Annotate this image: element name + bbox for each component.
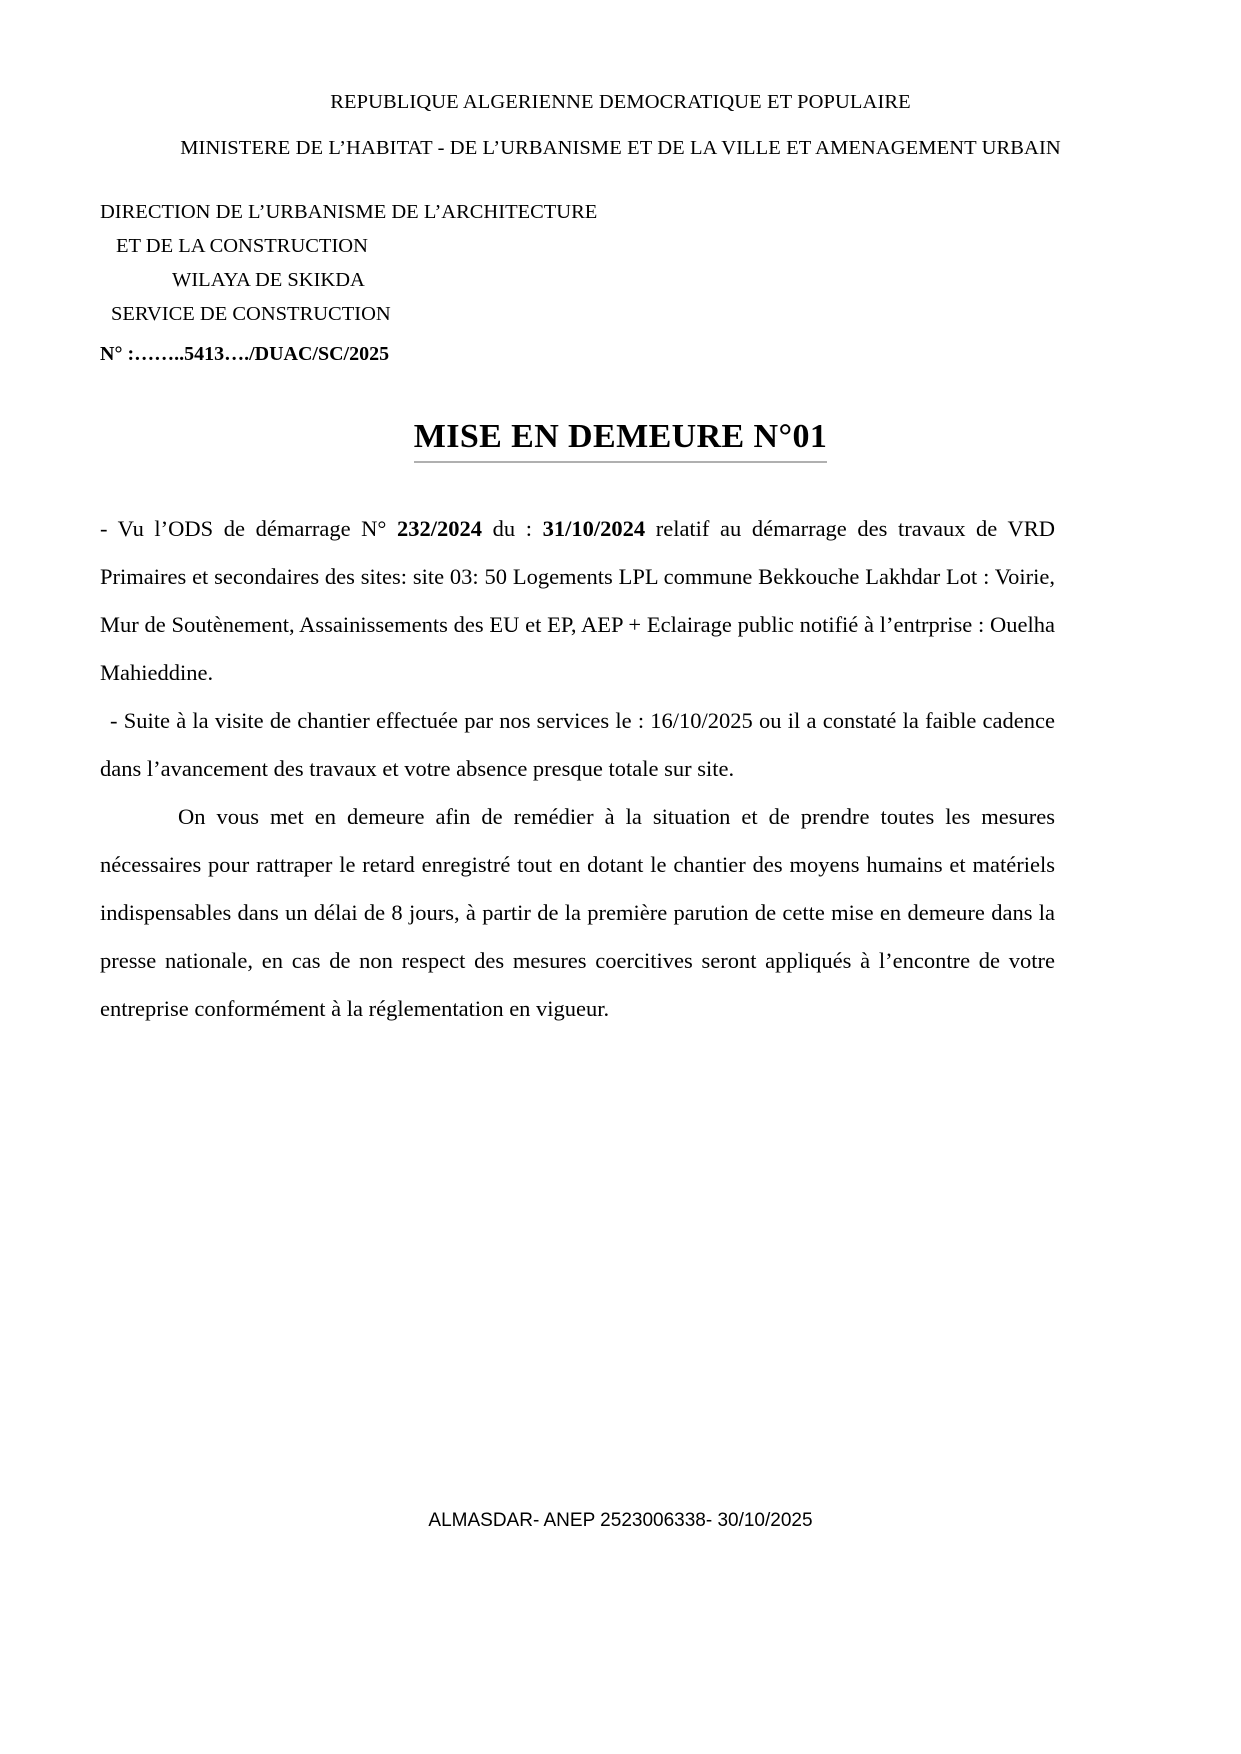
office-line-service: SERVICE DE CONSTRUCTION (111, 303, 391, 325)
ods-date: 31/10/2024 (542, 516, 646, 541)
paragraph-formal-notice: On vous met en demeure afin de remédier à la situation et de prendre toutes les mesures nécessaires pour rattraper le retard enregistré tout en dotant le chantier des moyens humains et matériels indispensables dans un délai de 8 jours, à partir de la première parution de cette mise en demeure dans la presse nationale, en cas de non respect des mesures coercitives seront appliqués à l’encontre de votre entreprise conformément à la réglementation en vigueur. (100, 804, 1055, 1021)
footer (0, 1510, 1241, 1532)
issuing-office-block (100, 195, 597, 371)
page-title (0, 418, 1241, 463)
footer-text: ALMASDAR- ANEP 2523006338- 30/10/2025 (428, 1510, 813, 1531)
office-line-construction: ET DE LA CONSTRUCTION (116, 235, 368, 257)
masthead-line-republic: REPUBLIQUE ALGERIENNE DEMOCRATIQUE ET POPULAIRE (330, 91, 911, 113)
ods-number: 232/2024 (397, 516, 483, 541)
ods-text-segment-2: du : (482, 516, 543, 541)
ods-text-segment-1: - Vu l’ODS de démarrage N° (100, 516, 398, 541)
office-line-wilaya: WILAYA DE SKIKDA (172, 269, 365, 291)
office-line-direction: DIRECTION DE L’URBANISME DE L’ARCHITECTURE (100, 201, 598, 223)
document-body (100, 505, 1055, 1033)
masthead (0, 92, 1241, 158)
masthead-line-ministry: MINISTERE DE L’HABITAT - DE L’URBANISME ET DE LA VILLE ET AMENAGEMENT URBAIN (180, 136, 1061, 159)
paragraph-ods (100, 505, 1055, 697)
page-title-text: MISE EN DEMEURE N°01 (414, 418, 828, 463)
paragraph-site-visit: - Suite à la visite de chantier effectuée par nos services le : 16/10/2025 ou il a constaté la faible cadence dans l’avancement des travaux et votre absence presque totale sur site. (100, 708, 1055, 781)
ods-text-segment-3: relatif au démarrage des travaux de VRD Primaires et secondaires des sites: site 03: 50 Logements LPL commune Bekkouche Lakhdar Lot : Voirie, Mur de Soutènement, Assainissements des EU et EP, AEP + Eclairage public notifié à l’entrprise : Ouelha Mahieddine. (100, 516, 1055, 685)
document-reference-number: N° :……..5413…./DUAC/SC/2025 (100, 343, 390, 365)
